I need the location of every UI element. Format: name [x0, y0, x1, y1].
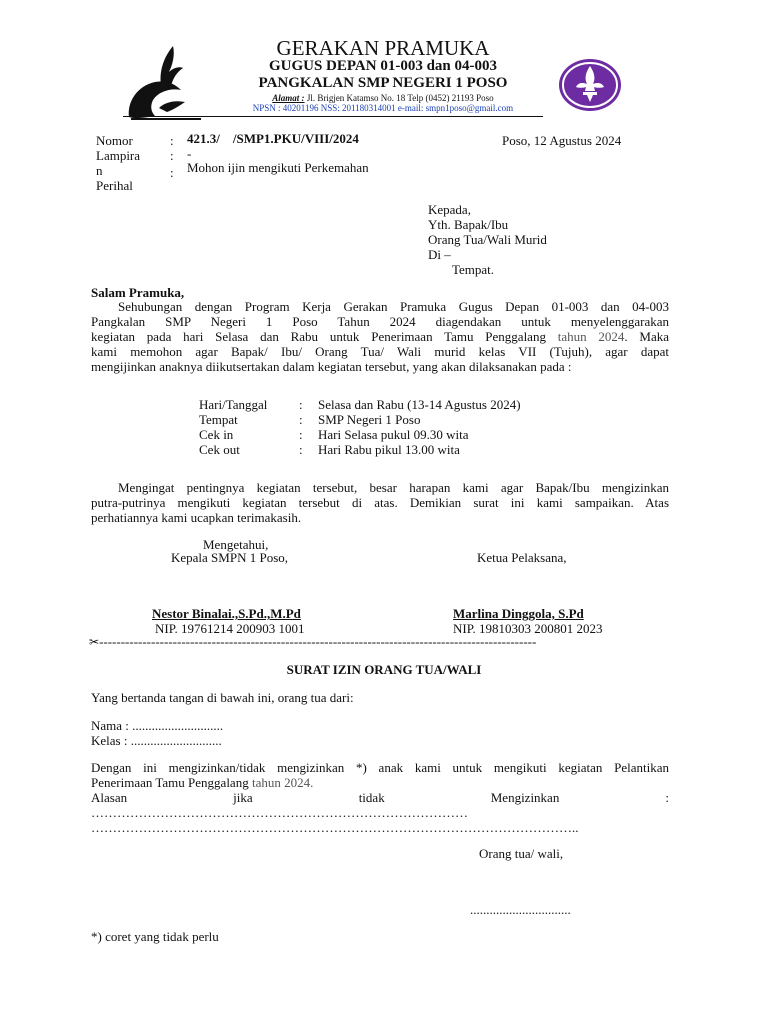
- meta-colons: [170, 133, 174, 180]
- detail-row: [199, 397, 521, 412]
- event-details: [199, 397, 521, 457]
- left-sign-title: Kepala SMPN 1 Poso,: [171, 550, 289, 565]
- consent-paragraph: [91, 760, 669, 835]
- consent-line: [91, 775, 669, 790]
- address-label: Alamat :: [272, 93, 305, 103]
- p1-line: Sehubungan dengan Program Kerja Gerakan Pramuka Gugus Depan 01-003 dan 04-003: [118, 299, 669, 314]
- detail-value: Hari Selasa pukul 09.30 wita: [318, 427, 469, 442]
- detail-value: Hari Rabu pikul 13.00 wita: [318, 442, 460, 457]
- detail-label: Cek in: [199, 427, 234, 442]
- footnote: *) coret yang tidak perlu: [91, 929, 219, 944]
- paragraph-2: [91, 480, 669, 525]
- right-sign-title: Ketua Pelaksana,: [477, 550, 567, 565]
- consent-line: Dengan ini mengizinkan/tidak mengizinkan *) anak kami untuk mengikuti kegiatan Pelantikan: [91, 760, 669, 775]
- right-signer-name: Marlina Dinggola, S.Pd: [453, 606, 584, 621]
- lampiran-label-wrap: n: [96, 163, 103, 178]
- left-signer-nip: NIP. 19761214 200903 1001: [155, 621, 305, 636]
- consent-year: tahun 2024.: [251, 775, 314, 790]
- alasan-line-1[interactable]: ……………………………………………………………………………: [91, 805, 468, 820]
- p2-line: Mengingat pentingnya kegiatan tersebut, besar harapan kami agar Bapak/Ibu mengizinkan: [118, 480, 669, 495]
- detail-label: Tempat: [199, 412, 238, 427]
- detail-value: SMP Negeri 1 Poso: [318, 412, 421, 427]
- place-date: Poso, 12 Agustus 2024: [502, 133, 622, 148]
- kelas-field[interactable]: Kelas : ............................: [91, 733, 222, 748]
- slip-signature-line[interactable]: ...............................: [470, 902, 571, 917]
- colon: :: [170, 165, 174, 180]
- pangkalan-title: PANGKALAN SMP NEGERI 1 POSO: [258, 75, 508, 91]
- colon: :: [299, 427, 303, 442]
- scout-emblem: [558, 58, 622, 112]
- p1-line: kami memohon agar Bapak/ Ibu/ Orang Tua/ Wali murid kelas VII (Tujuh), agar dapat: [91, 344, 669, 359]
- greeting: Salam Pramuka,: [91, 285, 185, 300]
- nomor-label: Nomor: [96, 133, 133, 148]
- colon: :: [299, 397, 303, 412]
- left-signer-name: Nestor Binalai.,S.Pd.,M.Pd: [152, 606, 301, 621]
- alasan-line-2[interactable]: …………………………………………………………………………………………………..: [91, 820, 579, 835]
- p1-event-year: tahun 2024: [557, 329, 625, 344]
- p1-line: Pangkalan SMP Negeri 1 Poso Tahun 2024 diagendakan untuk menyelenggarakan: [91, 314, 669, 329]
- p1-line: mengijinkan anaknya diikutsertakan dalam kegiatan tersebut, yang akan dilaksanakan pada :: [91, 359, 572, 374]
- recipient-block: [428, 202, 547, 277]
- pramuka-shoot-logo: [123, 44, 203, 120]
- detail-row: [199, 412, 521, 427]
- meta-labels: [96, 133, 140, 193]
- scissors-icon: ✂: [89, 635, 100, 649]
- mengetahui: Mengetahui,: [203, 537, 269, 552]
- slip-intro: Yang bertanda tangan di bawah ini, orang tua dari:: [91, 690, 354, 705]
- colon: :: [170, 148, 174, 163]
- p1-event-name: Penerimaan Tamu Penggalang: [371, 329, 546, 344]
- perihal-value: Mohon ijin mengikuti Perkemahan: [187, 160, 369, 175]
- paragraph-1: [91, 299, 669, 374]
- slip-signer-label: Orang tua/ wali,: [479, 846, 564, 861]
- recipient-di: Di –: [428, 247, 451, 262]
- detail-row: [199, 427, 521, 442]
- org-title: GERAKAN PRAMUKA: [276, 36, 490, 60]
- lampiran-value: -: [187, 146, 192, 161]
- right-signer-nip: NIP. 19810303 200801 2023: [453, 621, 603, 636]
- p2-line: perhatiannya kami ucapkan terimakasih.: [91, 510, 302, 525]
- detail-label: Hari/Tanggal: [199, 397, 268, 412]
- cut-line: [89, 634, 669, 650]
- p1-maka: . Maka: [624, 329, 670, 344]
- colon: :: [299, 442, 303, 457]
- header-divider: [123, 116, 543, 117]
- recipient-tempat: Tempat.: [452, 262, 495, 277]
- gugus-title: GUGUS DEPAN 01-003 dan 04-003: [268, 58, 498, 74]
- meta-values: [187, 131, 369, 175]
- detail-value: Selasa dan Rabu (13-14 Agustus 2024): [318, 397, 521, 412]
- alasan-label: Alasan jika tidak Mengizinkan :: [91, 790, 669, 805]
- p1-line: [91, 329, 669, 344]
- perihal-label: Perihal: [96, 178, 133, 193]
- colon: :: [299, 412, 303, 427]
- detail-label: Cek out: [199, 442, 240, 457]
- npsn-line: NPSN : 40201196 NSS: 201180314001 e-mail: smpn1poso@gmail.com: [252, 103, 514, 113]
- lampiran-label: Lampira: [96, 148, 141, 163]
- recipient-yth: Yth. Bapak/Ibu: [428, 217, 509, 232]
- recipient-orang-tua: Orang Tua/Wali Murid: [428, 232, 547, 247]
- p1-activity-days: kegiatan pada hari Selasa dan Rabu untuk: [91, 329, 360, 344]
- consent-event: Penerimaan Tamu Penggalang: [91, 775, 249, 790]
- p2-line: putra-putrinya mengikuti kegiatan tersebut di atas. Demikian surat ini kami sampaikan. Atas: [91, 495, 669, 510]
- slip-title: SURAT IZIN ORANG TUA/WALI: [286, 662, 482, 677]
- colon: :: [170, 133, 174, 148]
- recipient-kepada: Kepada,: [428, 202, 471, 217]
- cut-dashes: -----------------------------------------------------------------------------------------------------: [99, 634, 537, 649]
- address-text: Jl. Brigjen Katamso No. 18 Telp (0452) 21193 Poso: [306, 93, 494, 103]
- nama-field[interactable]: Nama : ............................: [91, 718, 224, 733]
- detail-row: [199, 442, 521, 457]
- nomor-value: 421.3/ /SMP1.PKU/VIII/2024: [187, 131, 359, 146]
